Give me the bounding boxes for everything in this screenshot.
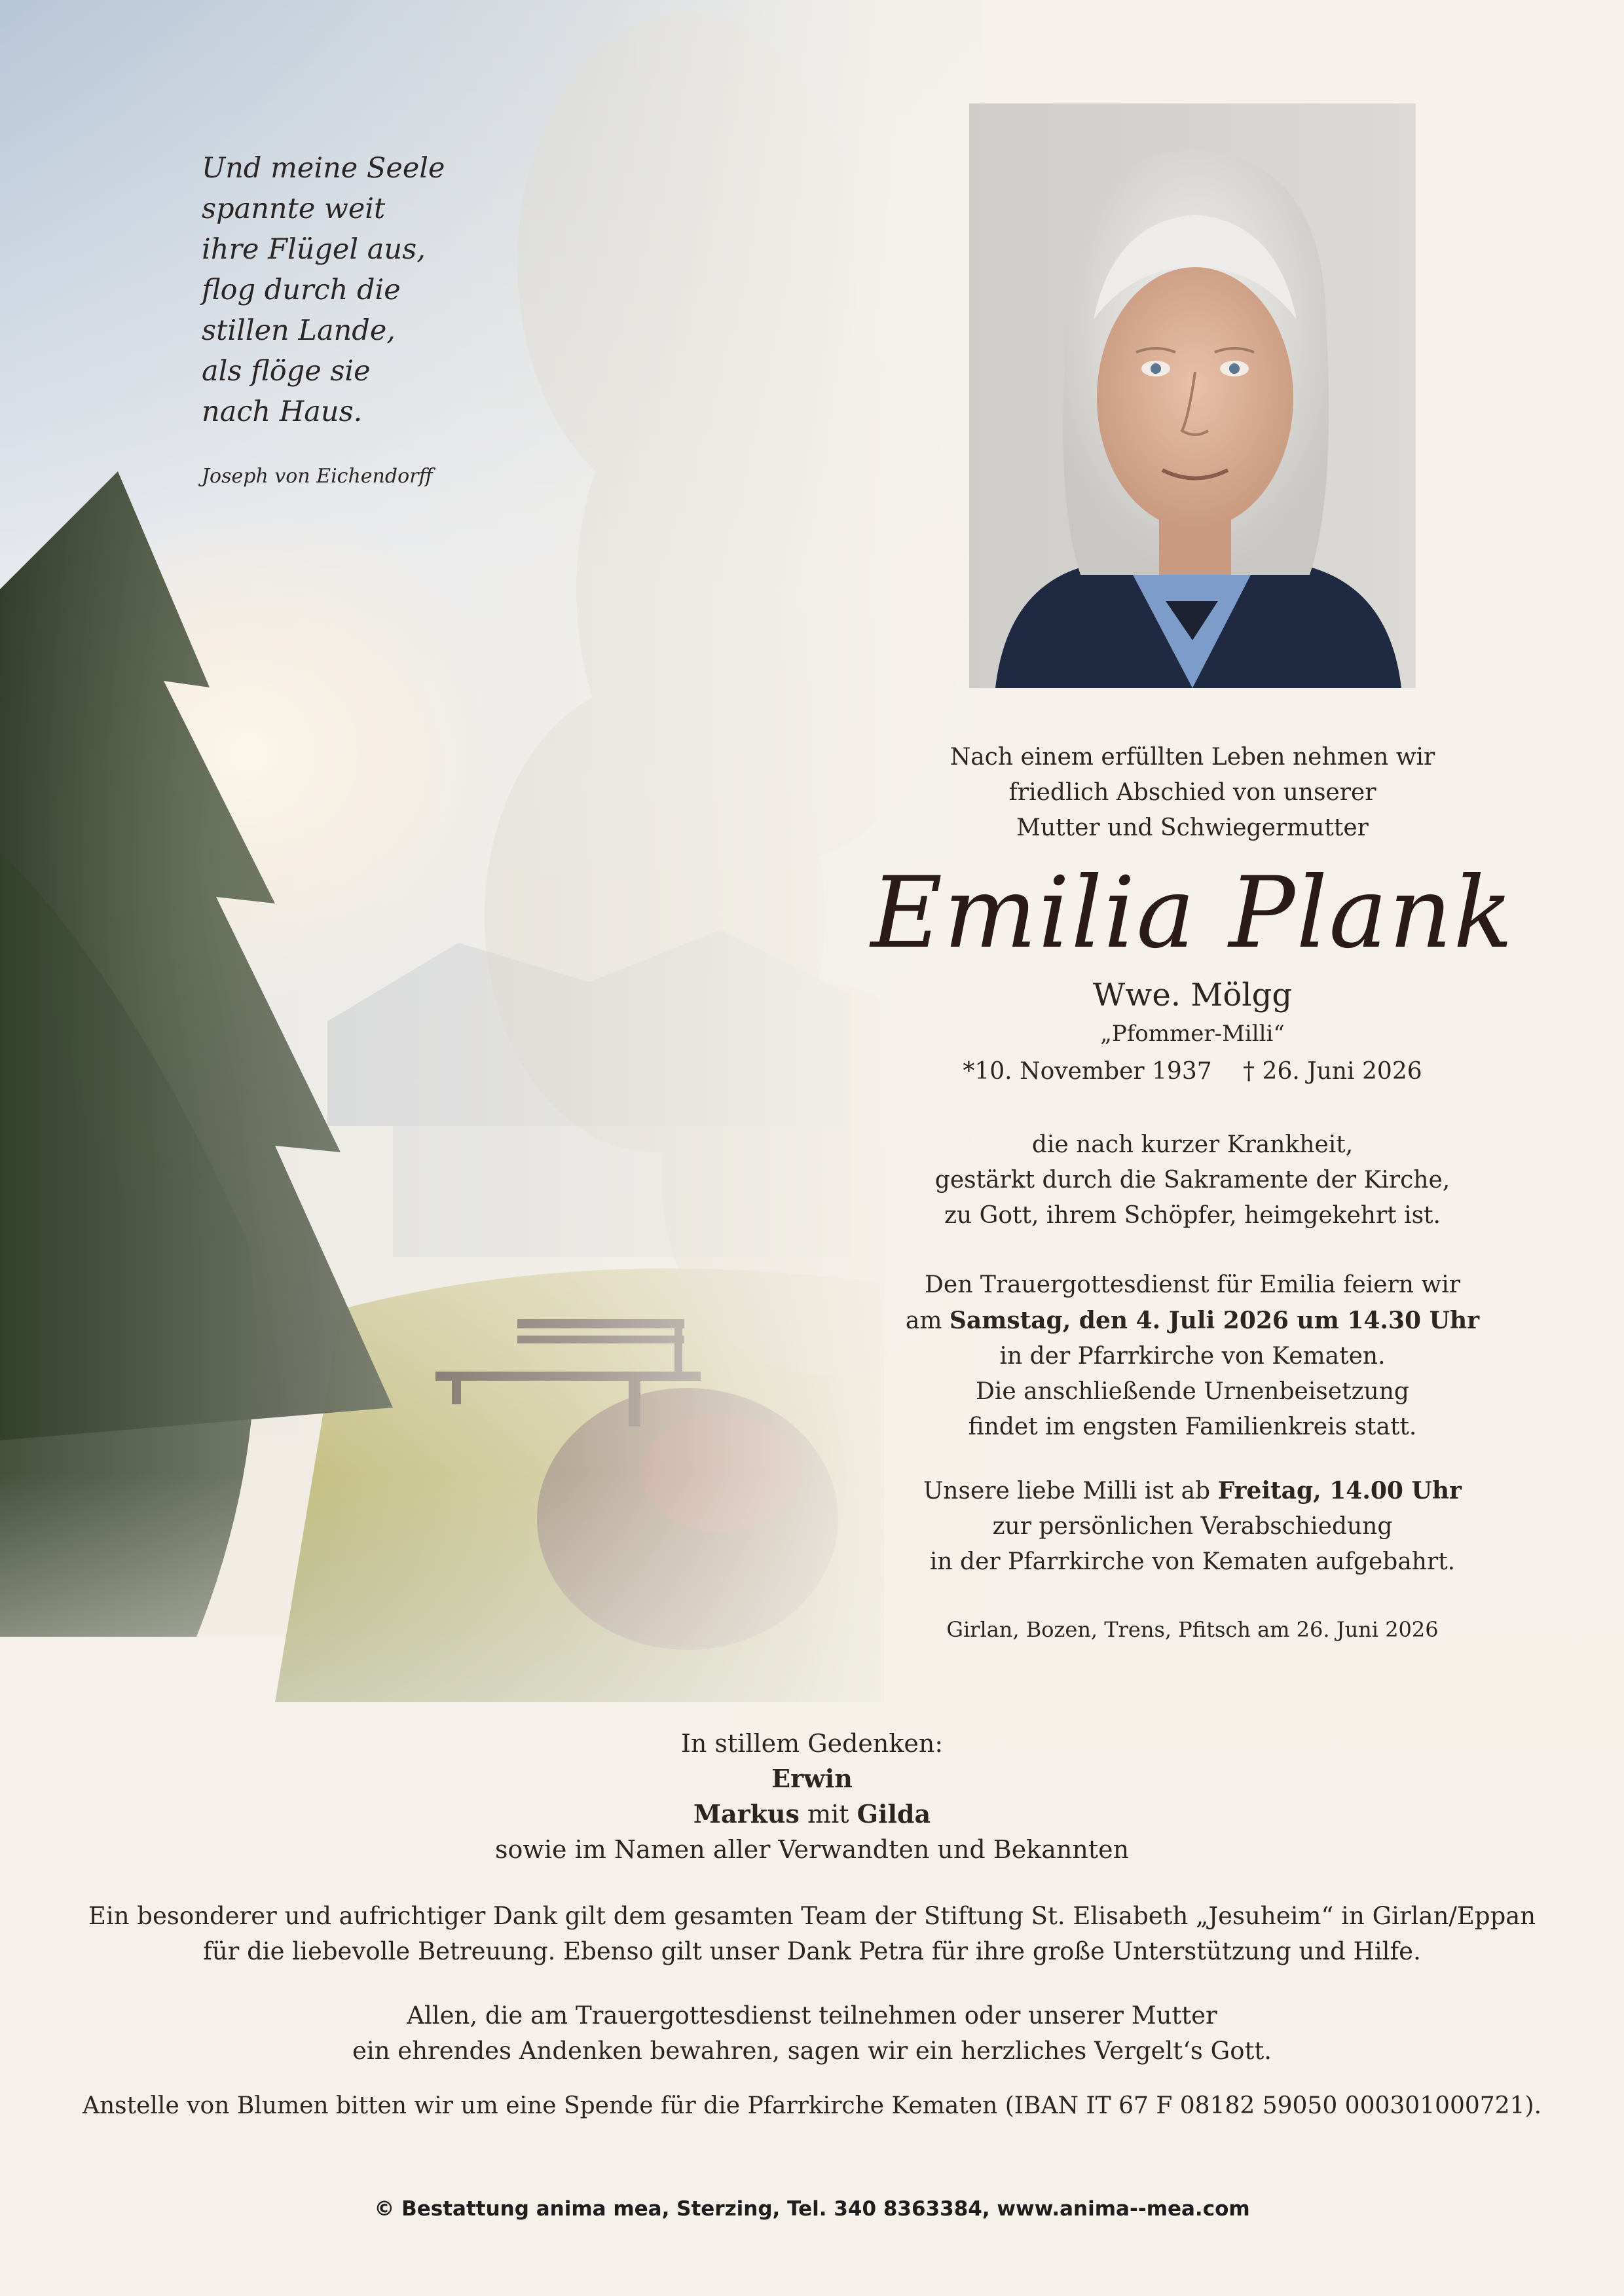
service-line: Die anschließende Urnenbeisetzung <box>976 1378 1409 1405</box>
mourners-heading: In stillem Gedenken: <box>680 1729 944 1758</box>
thanks-line: für die liebevolle Betreuung. Ebenso gilt unser Dank Petra für ihre große Unterstützung und Hilfe. <box>203 1937 1421 1965</box>
poem-line: spannte weit <box>202 192 386 225</box>
poem-line: nach Haus. <box>202 395 363 428</box>
intro-text <box>819 740 1566 846</box>
intro-line: friedlich Abschied von unserer <box>1008 779 1376 806</box>
poem-author: Joseph von Eichendorff <box>202 465 433 488</box>
announcement-line: gestärkt durch die Sakramente der Kirche, <box>934 1167 1450 1194</box>
deceased-name: Emilia Plank <box>870 856 1515 970</box>
mourner-line <box>0 1796 1624 1832</box>
mourner-name: Erwin <box>771 1764 853 1793</box>
poem-line: ihre Flügel aus, <box>202 233 426 266</box>
service-line-date <box>819 1303 1566 1339</box>
footer-credit: © Bestattung anima mea, Sterzing, Tel. 340 8363384, www.anima--mea.com <box>374 2197 1250 2221</box>
service-datetime: Samstag, den 4. Juli 2026 um 14.30 Uhr <box>949 1307 1480 1334</box>
announcement-text <box>819 1127 1566 1233</box>
poem <box>202 148 542 432</box>
mourner-connector: mit <box>799 1800 857 1829</box>
service-line: findet im engsten Familienkreis statt. <box>968 1413 1417 1440</box>
viewing-info <box>819 1473 1566 1580</box>
portrait-photo <box>969 103 1416 688</box>
viewing-prefix: Unsere liebe Milli ist ab <box>923 1478 1218 1504</box>
viewing-line: in der Pfarrkirche von Kematen aufgebahrt. <box>929 1548 1456 1575</box>
poem-line: stillen Lande, <box>202 314 396 347</box>
intro-line: Mutter und Schwiegermutter <box>1016 814 1369 841</box>
death-date: † 26. Juni 2026 <box>1243 1058 1422 1085</box>
mourner-name: Markus <box>693 1799 800 1829</box>
viewing-line-time <box>819 1473 1566 1509</box>
service-line: Den Trauergottesdienst für Emilia feiern wir <box>925 1271 1460 1298</box>
service-line: in der Pfarrkirche von Kematen. <box>999 1343 1386 1370</box>
viewing-datetime: Freitag, 14.00 Uhr <box>1217 1477 1462 1504</box>
birth-date: *10. November 1937 <box>963 1058 1212 1085</box>
nickname: „Pfommer-Milli“ <box>1100 1021 1285 1047</box>
gratitude-text <box>0 1998 1624 2069</box>
thanks-text <box>0 1899 1624 1969</box>
mourners <box>0 1726 1624 1867</box>
mourner-name: Gilda <box>857 1799 931 1829</box>
poem-line: als flöge sie <box>202 355 371 388</box>
service-info <box>819 1267 1566 1445</box>
mourners-others: sowie im Namen aller Verwandten und Bekannten <box>494 1835 1130 1864</box>
thanks-line: ein ehrendes Andenken bewahren, sagen wir ein herzliches Vergelt‘s Gott. <box>352 2037 1272 2065</box>
place-date: Girlan, Bozen, Trens, Pfitsch am 26. Juni 2026 <box>946 1617 1439 1642</box>
service-prefix: am <box>905 1307 950 1334</box>
life-dates <box>819 1055 1566 1088</box>
donation-note: Anstelle von Blumen bitten wir um eine Spende für die Pfarrkirche Kematen (IBAN IT 67 F 08182 59050 000301000721). <box>82 2092 1542 2119</box>
viewing-line: zur persönlichen Verabschiedung <box>992 1513 1393 1540</box>
intro-line: Nach einem erfüllten Leben nehmen wir <box>950 744 1435 771</box>
widow-name: Wwe. Mölgg <box>1092 977 1293 1013</box>
thanks-line: Allen, die am Trauergottesdienst teilnehmen oder unserer Mutter <box>407 2001 1217 2030</box>
announcement-line: die nach kurzer Krankheit, <box>1031 1131 1354 1158</box>
poem-line: Und meine Seele <box>202 152 445 185</box>
announcement-line: zu Gott, ihrem Schöpfer, heimgekehrt ist. <box>944 1202 1441 1229</box>
poem-line: flog durch die <box>202 274 401 306</box>
thanks-line: Ein besonderer und aufrichtiger Dank gilt dem gesamten Team der Stiftung St. Elisabeth „Jesuheim“ in Girlan/Eppan <box>88 1902 1536 1930</box>
